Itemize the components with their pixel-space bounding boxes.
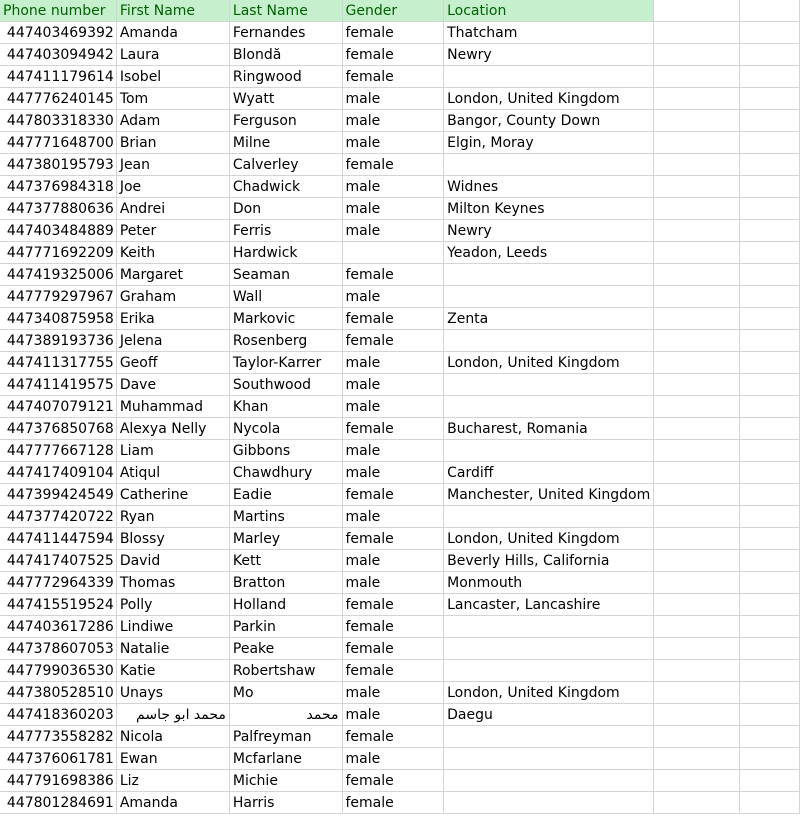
cell-location[interactable]: Beverly Hills, California (444, 550, 654, 572)
cell-first-name[interactable]: Brian (116, 132, 229, 154)
empty-cell[interactable] (654, 198, 740, 220)
cell-last-name[interactable]: Wall (229, 286, 342, 308)
cell-first-name[interactable]: Katie (116, 660, 229, 682)
cell-first-name[interactable]: Keith (116, 242, 229, 264)
empty-cell[interactable] (740, 748, 800, 770)
table-row (0, 726, 800, 748)
table-row (0, 616, 800, 638)
cell-phone-number[interactable]: 447777667128 (0, 440, 116, 462)
cell-last-name[interactable]: Eadie (229, 484, 342, 506)
cell-last-name[interactable]: Bratton (229, 572, 342, 594)
empty-cell[interactable] (654, 726, 740, 748)
cell-first-name[interactable]: Peter (116, 220, 229, 242)
empty-cell[interactable] (740, 506, 800, 528)
empty-cell[interactable] (740, 792, 800, 814)
table-row (0, 352, 800, 374)
cell-location[interactable]: Thatcham (444, 22, 654, 44)
empty-cell[interactable] (654, 418, 740, 440)
cell-phone-number[interactable]: 447376850768 (0, 418, 116, 440)
empty-cell[interactable] (740, 682, 800, 704)
empty-cell[interactable] (654, 704, 740, 726)
empty-cell[interactable] (740, 726, 800, 748)
cell-gender[interactable]: female (342, 726, 444, 748)
empty-cell[interactable] (654, 88, 740, 110)
cell-location[interactable]: Bucharest, Romania (444, 418, 654, 440)
cell-gender[interactable]: female (342, 616, 444, 638)
cell-first-name[interactable]: Erika (116, 308, 229, 330)
cell-last-name[interactable]: Kett (229, 550, 342, 572)
table-row (0, 440, 800, 462)
empty-cell[interactable] (654, 352, 740, 374)
cell-first-name[interactable]: Amanda (116, 22, 229, 44)
cell-last-name[interactable]: Ferris (229, 220, 342, 242)
cell-location[interactable]: Monmouth (444, 572, 654, 594)
cell-last-name[interactable]: Michie (229, 770, 342, 792)
cell-gender[interactable]: female (342, 66, 444, 88)
cell-first-name[interactable]: Liz (116, 770, 229, 792)
table-row (0, 88, 800, 110)
cell-last-name[interactable]: Ferguson (229, 110, 342, 132)
cell-phone-number[interactable]: 447419325006 (0, 264, 116, 286)
empty-cell[interactable] (654, 748, 740, 770)
empty-cell[interactable] (654, 616, 740, 638)
cell-phone-number[interactable]: 447799036530 (0, 660, 116, 682)
table-row (0, 308, 800, 330)
cell-location[interactable]: Yeadon, Leeds (444, 242, 654, 264)
cell-last-name[interactable]: Peake (229, 638, 342, 660)
empty-cell[interactable] (740, 352, 800, 374)
cell-phone-number[interactable]: 447411419575 (0, 374, 116, 396)
cell-gender[interactable]: male (342, 374, 444, 396)
cell-location[interactable] (444, 726, 654, 748)
cell-last-name[interactable]: محمد (229, 704, 342, 726)
table-row (0, 770, 800, 792)
cell-first-name[interactable]: محمد ابو جاسم (116, 704, 229, 726)
cell-first-name[interactable]: Ewan (116, 748, 229, 770)
empty-cell[interactable] (740, 418, 800, 440)
cell-first-name[interactable]: Isobel (116, 66, 229, 88)
empty-cell[interactable] (654, 264, 740, 286)
cell-last-name[interactable]: Ringwood (229, 66, 342, 88)
empty-cell[interactable] (654, 22, 740, 44)
empty-cell[interactable] (740, 374, 800, 396)
cell-phone-number[interactable]: 447411317755 (0, 352, 116, 374)
cell-phone-number[interactable]: 447771692209 (0, 242, 116, 264)
empty-cell[interactable] (654, 440, 740, 462)
empty-cell[interactable] (654, 462, 740, 484)
cell-last-name[interactable]: Southwood (229, 374, 342, 396)
cell-first-name[interactable]: Nicola (116, 726, 229, 748)
cell-gender[interactable]: male (342, 704, 444, 726)
cell-phone-number[interactable]: 447773558282 (0, 726, 116, 748)
empty-cell[interactable] (740, 550, 800, 572)
cell-location[interactable] (444, 616, 654, 638)
cell-last-name[interactable]: Robertshaw (229, 660, 342, 682)
cell-gender[interactable]: male (342, 550, 444, 572)
cell-last-name[interactable]: Holland (229, 594, 342, 616)
header-location[interactable]: Location (444, 0, 654, 22)
table-row (0, 198, 800, 220)
empty-cell[interactable] (654, 242, 740, 264)
cell-first-name[interactable]: Catherine (116, 484, 229, 506)
cell-location[interactable]: Elgin, Moray (444, 132, 654, 154)
table-row (0, 110, 800, 132)
cell-location[interactable] (444, 792, 654, 814)
cell-location[interactable] (444, 154, 654, 176)
cell-location[interactable]: Bangor, County Down (444, 110, 654, 132)
cell-phone-number[interactable]: 447411179614 (0, 66, 116, 88)
cell-location[interactable] (444, 396, 654, 418)
cell-phone-number[interactable]: 447776240145 (0, 88, 116, 110)
cell-first-name[interactable]: Muhammad (116, 396, 229, 418)
cell-gender[interactable]: female (342, 638, 444, 660)
cell-first-name[interactable]: Jelena (116, 330, 229, 352)
cell-gender[interactable]: male (342, 198, 444, 220)
cell-phone-number[interactable]: 447403484889 (0, 220, 116, 242)
cell-last-name[interactable]: Taylor-Karrer (229, 352, 342, 374)
empty-cell[interactable] (654, 308, 740, 330)
empty-cell[interactable] (740, 484, 800, 506)
table-row (0, 22, 800, 44)
table-row (0, 660, 800, 682)
table-row (0, 44, 800, 66)
cell-first-name[interactable]: Alexya Nelly (116, 418, 229, 440)
cell-location[interactable]: Milton Keynes (444, 198, 654, 220)
table-row (0, 506, 800, 528)
cell-first-name[interactable]: Unays (116, 682, 229, 704)
empty-cell[interactable] (654, 594, 740, 616)
table-row (0, 682, 800, 704)
table-row (0, 462, 800, 484)
empty-cell[interactable] (654, 66, 740, 88)
empty-cell[interactable] (654, 638, 740, 660)
empty-cell[interactable] (654, 506, 740, 528)
cell-gender[interactable]: female (342, 660, 444, 682)
empty-cell[interactable] (740, 770, 800, 792)
cell-location[interactable] (444, 374, 654, 396)
cell-location[interactable] (444, 286, 654, 308)
empty-cell[interactable] (740, 44, 800, 66)
empty-cell[interactable] (740, 88, 800, 110)
cell-location[interactable]: London, United Kingdom (444, 352, 654, 374)
empty-cell[interactable] (740, 528, 800, 550)
cell-last-name[interactable]: Nycola (229, 418, 342, 440)
cell-last-name[interactable]: Chawdhury (229, 462, 342, 484)
cell-phone-number[interactable]: 447403094942 (0, 44, 116, 66)
cell-location[interactable]: Newry (444, 220, 654, 242)
cell-first-name[interactable]: Lindiwe (116, 616, 229, 638)
empty-cell[interactable] (654, 770, 740, 792)
header-first-name[interactable]: First Name (116, 0, 229, 22)
cell-gender[interactable]: male (342, 440, 444, 462)
cell-phone-number[interactable]: 447803318330 (0, 110, 116, 132)
empty-cell[interactable] (654, 792, 740, 814)
cell-first-name[interactable]: Tom (116, 88, 229, 110)
table-row (0, 220, 800, 242)
cell-location[interactable] (444, 66, 654, 88)
table-row (0, 330, 800, 352)
cell-gender[interactable]: female (342, 484, 444, 506)
table-row (0, 374, 800, 396)
table-row (0, 396, 800, 418)
cell-location[interactable] (444, 506, 654, 528)
cell-gender[interactable]: male (342, 748, 444, 770)
header-row (0, 0, 800, 22)
cell-first-name[interactable]: Graham (116, 286, 229, 308)
cell-phone-number[interactable]: 447779297967 (0, 286, 116, 308)
cell-last-name[interactable]: Milne (229, 132, 342, 154)
cell-first-name[interactable]: Jean (116, 154, 229, 176)
empty-cell[interactable] (654, 0, 740, 22)
cell-location[interactable]: Lancaster, Lancashire (444, 594, 654, 616)
cell-phone-number[interactable]: 447399424549 (0, 484, 116, 506)
empty-cell[interactable] (740, 330, 800, 352)
cell-phone-number[interactable]: 447771648700 (0, 132, 116, 154)
cell-phone-number[interactable]: 447378607053 (0, 638, 116, 660)
cell-gender[interactable]: male (342, 572, 444, 594)
cell-last-name[interactable]: Gibbons (229, 440, 342, 462)
cell-phone-number[interactable]: 447415519524 (0, 594, 116, 616)
cell-last-name[interactable]: Martins (229, 506, 342, 528)
empty-cell[interactable] (740, 308, 800, 330)
empty-cell[interactable] (740, 616, 800, 638)
cell-location[interactable]: Daegu (444, 704, 654, 726)
cell-phone-number[interactable]: 447340875958 (0, 308, 116, 330)
cell-gender[interactable]: male (342, 110, 444, 132)
cell-gender[interactable]: female (342, 594, 444, 616)
table-row (0, 242, 800, 264)
cell-first-name[interactable]: Joe (116, 176, 229, 198)
cell-first-name[interactable]: Andrei (116, 198, 229, 220)
cell-last-name[interactable]: Wyatt (229, 88, 342, 110)
table-row (0, 484, 800, 506)
cell-phone-number[interactable]: 447417407525 (0, 550, 116, 572)
cell-last-name[interactable]: Palfreyman (229, 726, 342, 748)
table-row (0, 572, 800, 594)
cell-last-name[interactable]: Chadwick (229, 176, 342, 198)
cell-phone-number[interactable]: 447403617286 (0, 616, 116, 638)
cell-first-name[interactable]: Blossy (116, 528, 229, 550)
cell-location[interactable]: Manchester, United Kingdom (444, 484, 654, 506)
cell-first-name[interactable]: Natalie (116, 638, 229, 660)
table-row (0, 154, 800, 176)
cell-first-name[interactable]: Geoff (116, 352, 229, 374)
empty-cell[interactable] (740, 176, 800, 198)
cell-last-name[interactable]: Mcfarlane (229, 748, 342, 770)
empty-cell[interactable] (654, 660, 740, 682)
empty-cell[interactable] (740, 154, 800, 176)
cell-phone-number[interactable]: 447772964339 (0, 572, 116, 594)
empty-cell[interactable] (740, 110, 800, 132)
cell-location[interactable]: Zenta (444, 308, 654, 330)
cell-last-name[interactable]: Markovic (229, 308, 342, 330)
cell-gender[interactable]: male (342, 176, 444, 198)
cell-last-name[interactable]: Calverley (229, 154, 342, 176)
empty-cell[interactable] (740, 264, 800, 286)
cell-location[interactable] (444, 638, 654, 660)
empty-cell[interactable] (740, 22, 800, 44)
cell-gender[interactable]: female (342, 330, 444, 352)
table-row (0, 550, 800, 572)
cell-phone-number[interactable]: 447417409104 (0, 462, 116, 484)
cell-gender[interactable]: male (342, 682, 444, 704)
empty-cell[interactable] (740, 594, 800, 616)
cell-location[interactable]: London, United Kingdom (444, 528, 654, 550)
table-row (0, 132, 800, 154)
cell-gender[interactable]: male (342, 88, 444, 110)
empty-cell[interactable] (654, 154, 740, 176)
table-row (0, 638, 800, 660)
cell-location[interactable]: Cardiff (444, 462, 654, 484)
empty-cell[interactable] (654, 286, 740, 308)
cell-phone-number[interactable]: 447376984318 (0, 176, 116, 198)
cell-phone-number[interactable]: 447380528510 (0, 682, 116, 704)
cell-location[interactable] (444, 748, 654, 770)
header-gender[interactable]: Gender (342, 0, 444, 22)
empty-cell[interactable] (654, 176, 740, 198)
cell-location[interactable] (444, 264, 654, 286)
cell-last-name[interactable]: Harris (229, 792, 342, 814)
cell-last-name[interactable]: Hardwick (229, 242, 342, 264)
cell-last-name[interactable]: Seaman (229, 264, 342, 286)
empty-cell[interactable] (654, 220, 740, 242)
empty-cell[interactable] (740, 286, 800, 308)
cell-gender[interactable]: female (342, 792, 444, 814)
empty-cell[interactable] (654, 44, 740, 66)
cell-first-name[interactable]: Liam (116, 440, 229, 462)
empty-cell[interactable] (740, 220, 800, 242)
table-row (0, 418, 800, 440)
cell-location[interactable]: London, United Kingdom (444, 682, 654, 704)
cell-phone-number[interactable]: 447377880636 (0, 198, 116, 220)
cell-gender[interactable]: male (342, 462, 444, 484)
cell-first-name[interactable]: Amanda (116, 792, 229, 814)
cell-phone-number[interactable]: 447801284691 (0, 792, 116, 814)
cell-location[interactable]: Newry (444, 44, 654, 66)
cell-gender[interactable]: male (342, 352, 444, 374)
cell-gender[interactable]: female (342, 22, 444, 44)
header-phone-number[interactable]: Phone number (0, 0, 116, 22)
empty-cell[interactable] (740, 638, 800, 660)
cell-location[interactable]: Widnes (444, 176, 654, 198)
table-row (0, 704, 800, 726)
cell-gender[interactable]: male (342, 220, 444, 242)
empty-cell[interactable] (740, 242, 800, 264)
empty-cell[interactable] (740, 440, 800, 462)
cell-first-name[interactable]: Adam (116, 110, 229, 132)
cell-gender[interactable]: male (342, 506, 444, 528)
cell-gender[interactable]: female (342, 154, 444, 176)
empty-cell[interactable] (740, 462, 800, 484)
cell-gender[interactable]: female (342, 770, 444, 792)
cell-location[interactable]: London, United Kingdom (444, 88, 654, 110)
empty-cell[interactable] (740, 660, 800, 682)
cell-phone-number[interactable]: 447380195793 (0, 154, 116, 176)
cell-location[interactable] (444, 330, 654, 352)
table-row (0, 792, 800, 814)
cell-phone-number[interactable]: 447407079121 (0, 396, 116, 418)
cell-first-name[interactable]: Dave (116, 374, 229, 396)
table-row (0, 528, 800, 550)
empty-cell[interactable] (654, 528, 740, 550)
empty-cell[interactable] (740, 396, 800, 418)
cell-phone-number[interactable]: 447791698386 (0, 770, 116, 792)
cell-first-name[interactable]: David (116, 550, 229, 572)
cell-phone-number[interactable]: 447411447594 (0, 528, 116, 550)
cell-gender[interactable]: male (342, 132, 444, 154)
empty-cell[interactable] (740, 66, 800, 88)
cell-gender[interactable]: female (342, 264, 444, 286)
empty-cell[interactable] (654, 330, 740, 352)
cell-phone-number[interactable]: 447403469392 (0, 22, 116, 44)
cell-gender[interactable]: female (342, 44, 444, 66)
cell-last-name[interactable]: Don (229, 198, 342, 220)
cell-location[interactable] (444, 440, 654, 462)
cell-first-name[interactable]: Atiqul (116, 462, 229, 484)
cell-location[interactable] (444, 770, 654, 792)
cell-gender[interactable] (342, 242, 444, 264)
cell-last-name[interactable]: Parkin (229, 616, 342, 638)
empty-cell[interactable] (740, 704, 800, 726)
cell-gender[interactable]: male (342, 286, 444, 308)
cell-first-name[interactable]: Ryan (116, 506, 229, 528)
cell-first-name[interactable]: Margaret (116, 264, 229, 286)
empty-cell[interactable] (740, 572, 800, 594)
cell-phone-number[interactable]: 447418360203 (0, 704, 116, 726)
empty-cell[interactable] (654, 110, 740, 132)
table-row (0, 264, 800, 286)
cell-last-name[interactable]: Rosenberg (229, 330, 342, 352)
table-row (0, 286, 800, 308)
cell-first-name[interactable]: Thomas (116, 572, 229, 594)
empty-cell[interactable] (654, 396, 740, 418)
empty-cell[interactable] (740, 198, 800, 220)
table-row (0, 176, 800, 198)
empty-cell[interactable] (740, 0, 800, 22)
empty-cell[interactable] (654, 132, 740, 154)
empty-cell[interactable] (654, 572, 740, 594)
empty-cell[interactable] (740, 132, 800, 154)
cell-location[interactable] (444, 660, 654, 682)
cell-phone-number[interactable]: 447376061781 (0, 748, 116, 770)
cell-last-name[interactable]: Fernandes (229, 22, 342, 44)
empty-cell[interactable] (654, 682, 740, 704)
cell-last-name[interactable]: Marley (229, 528, 342, 550)
cell-phone-number[interactable]: 447389193736 (0, 330, 116, 352)
cell-gender[interactable]: male (342, 396, 444, 418)
cell-gender[interactable]: female (342, 528, 444, 550)
cell-gender[interactable]: female (342, 308, 444, 330)
cell-first-name[interactable]: Polly (116, 594, 229, 616)
cell-last-name[interactable]: Blondă (229, 44, 342, 66)
cell-last-name[interactable]: Mo (229, 682, 342, 704)
table-row (0, 748, 800, 770)
empty-cell[interactable] (654, 374, 740, 396)
cell-gender[interactable]: female (342, 418, 444, 440)
cell-phone-number[interactable]: 447377420722 (0, 506, 116, 528)
empty-cell[interactable] (654, 550, 740, 572)
cell-last-name[interactable]: Khan (229, 396, 342, 418)
cell-first-name[interactable]: Laura (116, 44, 229, 66)
table-row (0, 66, 800, 88)
empty-cell[interactable] (654, 484, 740, 506)
table-row (0, 594, 800, 616)
header-last-name[interactable]: Last Name (229, 0, 342, 22)
